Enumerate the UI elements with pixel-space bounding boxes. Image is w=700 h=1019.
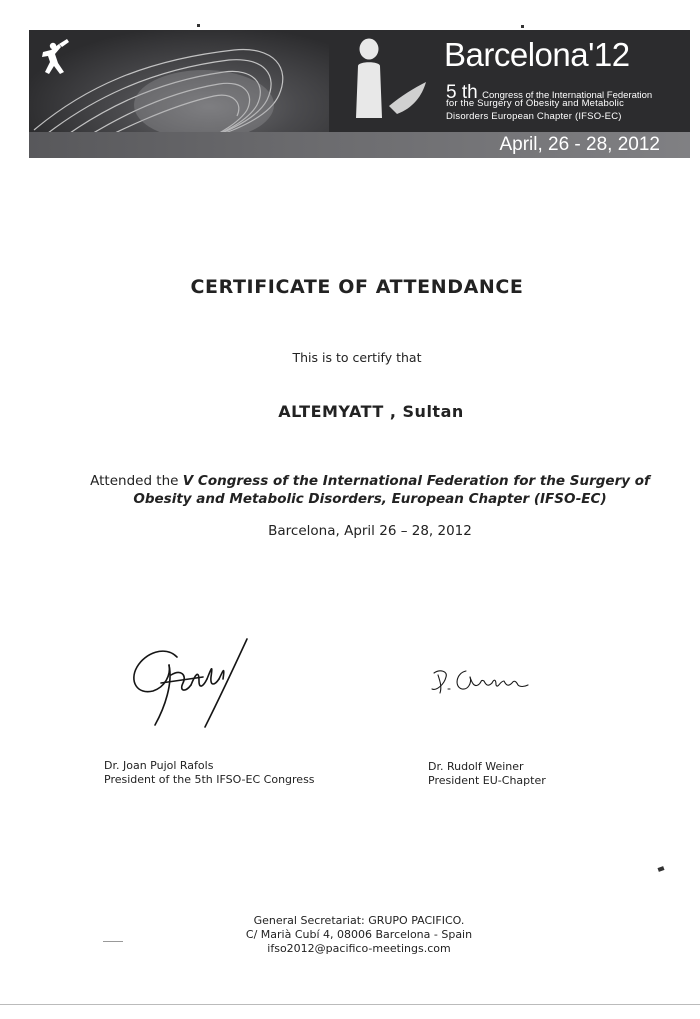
event-title: Barcelona'12 [444, 36, 630, 73]
header-banner [29, 30, 690, 158]
signature-left [125, 635, 255, 735]
footer-address: C/ Marià Cubí 4, 08006 Barcelona - Spain [245, 928, 473, 941]
signatory-right-name: Dr. Rudolf Weiner [428, 760, 524, 773]
signatory-right-role: President EU-Chapter [428, 774, 546, 787]
event-dates: April, 26 - 28, 2012 [499, 134, 660, 155]
person-figure-icon [356, 39, 426, 119]
scan-speck [521, 25, 524, 28]
footer-email: ifso2012@pacifico-meetings.com [267, 942, 451, 955]
certify-text: This is to certify that [292, 350, 422, 365]
sculpture-shading [134, 70, 274, 140]
attended-prefix: Attended the [90, 473, 179, 489]
place-and-date: Barcelona, April 26 – 28, 2012 [268, 523, 472, 539]
recipient-name: ALTEMYATT , Sultan [278, 402, 464, 421]
scan-speck [197, 24, 200, 27]
scan-speck [103, 941, 123, 942]
scan-edge-line [0, 1004, 700, 1005]
signatory-left-name: Dr. Joan Pujol Rafols [104, 759, 214, 772]
certificate-title: CERTIFICATE OF ATTENDANCE [190, 276, 524, 298]
congress-line-3: Disorders European Chapter (IFSO-EC) [446, 111, 622, 122]
attendance-statement [80, 472, 660, 508]
footer-secretariat: General Secretariat: GRUPO PACIFICO. [253, 914, 465, 927]
dancer-logo-icon [42, 39, 69, 74]
signatory-left-role: President of the 5th IFSO-EC Congress [104, 773, 315, 786]
signatory-right [428, 760, 546, 788]
footer-contact [0, 914, 700, 956]
attended-event: V Congress of the International Federation for the Surgery of Obesity and Metabolic Disorders, European Chapter (IFSO-EC) [133, 473, 650, 507]
signature-right [428, 665, 538, 705]
congress-line-1: 5 th Congress of the International Federation [446, 82, 653, 103]
signatory-left [104, 759, 315, 787]
congress-line-2: for the Surgery of Obesity and Metabolic [446, 98, 625, 109]
scan-speck [657, 866, 664, 872]
